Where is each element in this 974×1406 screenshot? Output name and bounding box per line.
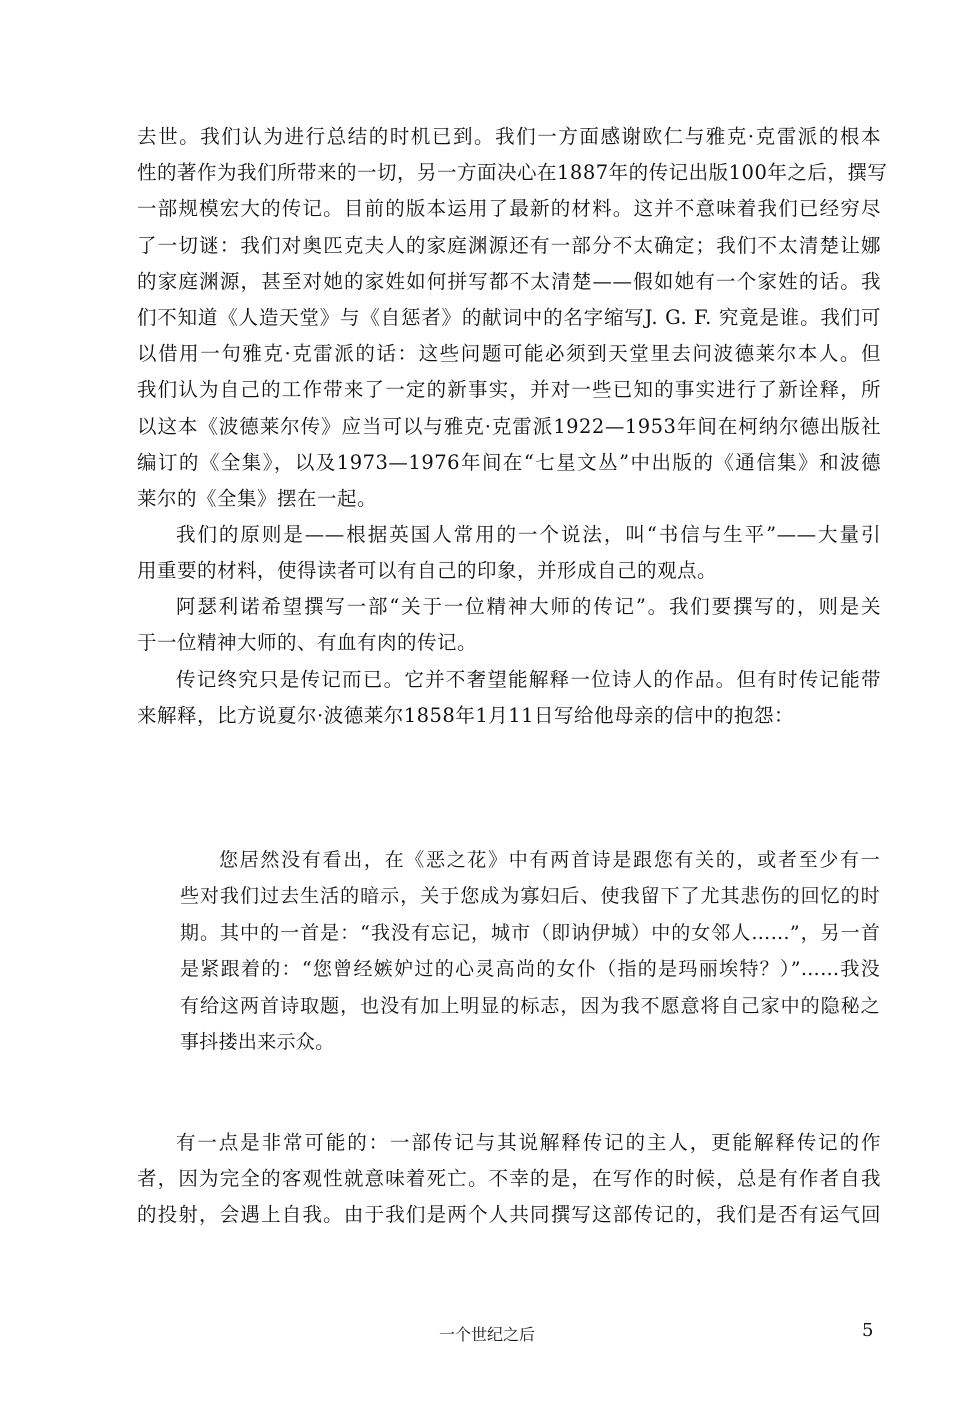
text-line: 有一点是非常可能的：一部传记与其说解释传记的主人，更能解释传记的作 [176, 1131, 881, 1154]
paragraph-3 [137, 589, 881, 661]
text-line: 们不知道《人造天堂》与《自惩者》的献词中的名字缩写J. G. F. 究竟是谁。我们可 [137, 305, 881, 329]
quote-line: 事抖搂出来示众。 [180, 1030, 335, 1053]
text-line: 传记终究只是传记而已。它并不奢望能解释一位诗人的作品。但有时传记能带 [176, 668, 881, 691]
quote-line: 您居然没有看出，在《恶之花》中有两首诗是跟您有关的，或者至少有一 [219, 849, 880, 871]
text-line: 阿瑟利诺希望撰写一部“关于一位精神大师的传记”。我们要撰写的，则是关 [176, 595, 881, 618]
paragraph-4 [137, 662, 881, 734]
quote-line: 是紧跟着的：“您曾经嫉妒过的心灵高尚的女仆（指的是玛丽埃特？）”……我没 [180, 958, 880, 981]
running-footer-title: 一个世纪之后 [438, 1325, 535, 1344]
text-line: 编订的《全集》，以及1973—1976年间在“七星文丛”中出版的《通信集》和波德 [137, 450, 881, 474]
closing-paragraph [137, 1125, 881, 1234]
text-line: 者，因为完全的客观性就意味着死亡。不幸的是，在写作的时候，总是有作者自我 [137, 1167, 881, 1191]
quote-line: 些对我们过去生活的暗示，关于您成为寡妇后、使我留下了尤其悲伤的回忆的时 [180, 885, 880, 908]
block-quote [180, 842, 880, 1060]
text-line: 莱尔的《全集》摆在一起。 [137, 486, 378, 510]
text-line: 来解释，比方说夏尔·波德莱尔1858年1月11日写给他母亲的信中的抱怨： [137, 704, 795, 728]
paragraph-2 [137, 517, 881, 589]
page-number: 5 [862, 1320, 874, 1341]
text-line: 一部规模宏大的传记。目前的版本运用了最新的材料。这并不意味着我们已经穷尽 [137, 197, 881, 221]
text-line: 以借用一句雅克·克雷派的话：这些问题可能必须到天堂里去问波德莱尔本人。但 [137, 342, 881, 366]
paragraph-1 [137, 119, 888, 517]
text-line: 了一切谜：我们对奥匹克夫人的家庭渊源还有一部分不太确定；我们不太清楚让娜 [137, 233, 881, 257]
quote-line: 有给这两首诗取题，也没有加上明显的标志，因为我不愿意将自己家中的隐秘之 [180, 994, 880, 1017]
text-line: 的投射，会遇上自我。由于我们是两个人共同撰写这部传记的，我们是否有运气回 [137, 1203, 881, 1227]
text-line: 用重要的材料，使得读者可以有自己的印象，并形成自己的观点。 [137, 559, 718, 583]
text-line: 我们的原则是——根据英国人常用的一个说法，叫“书信与生平”——大量引 [176, 523, 881, 546]
text-line: 于一位精神大师的、有血有肉的传记。 [137, 631, 478, 655]
text-line: 的家庭渊源，甚至对她的家姓如何拼写都不太清楚——假如她有一个家姓的话。我 [137, 269, 881, 293]
text-line: 去世。我们认为进行总结的时机已到。我们一方面感谢欧仁与雅克·克雷派的根本 [137, 125, 881, 148]
quote-line: 期。其中的一首是：“我没有忘记，城市（即讷伊城）中的女邻人……”，另一首 [180, 921, 880, 944]
text-line: 以这本《波德莱尔传》应当可以与雅克·克雷派1922—1953年间在柯纳尔德出版社 [137, 414, 881, 438]
text-line: 性的著作为我们所带来的一切，另一方面决心在1887年的传记出版100年之后，撰写 [137, 161, 888, 185]
text-line: 我们认为自己的工作带来了一定的新事实，并对一些已知的事实进行了新诠释，所 [137, 378, 881, 402]
